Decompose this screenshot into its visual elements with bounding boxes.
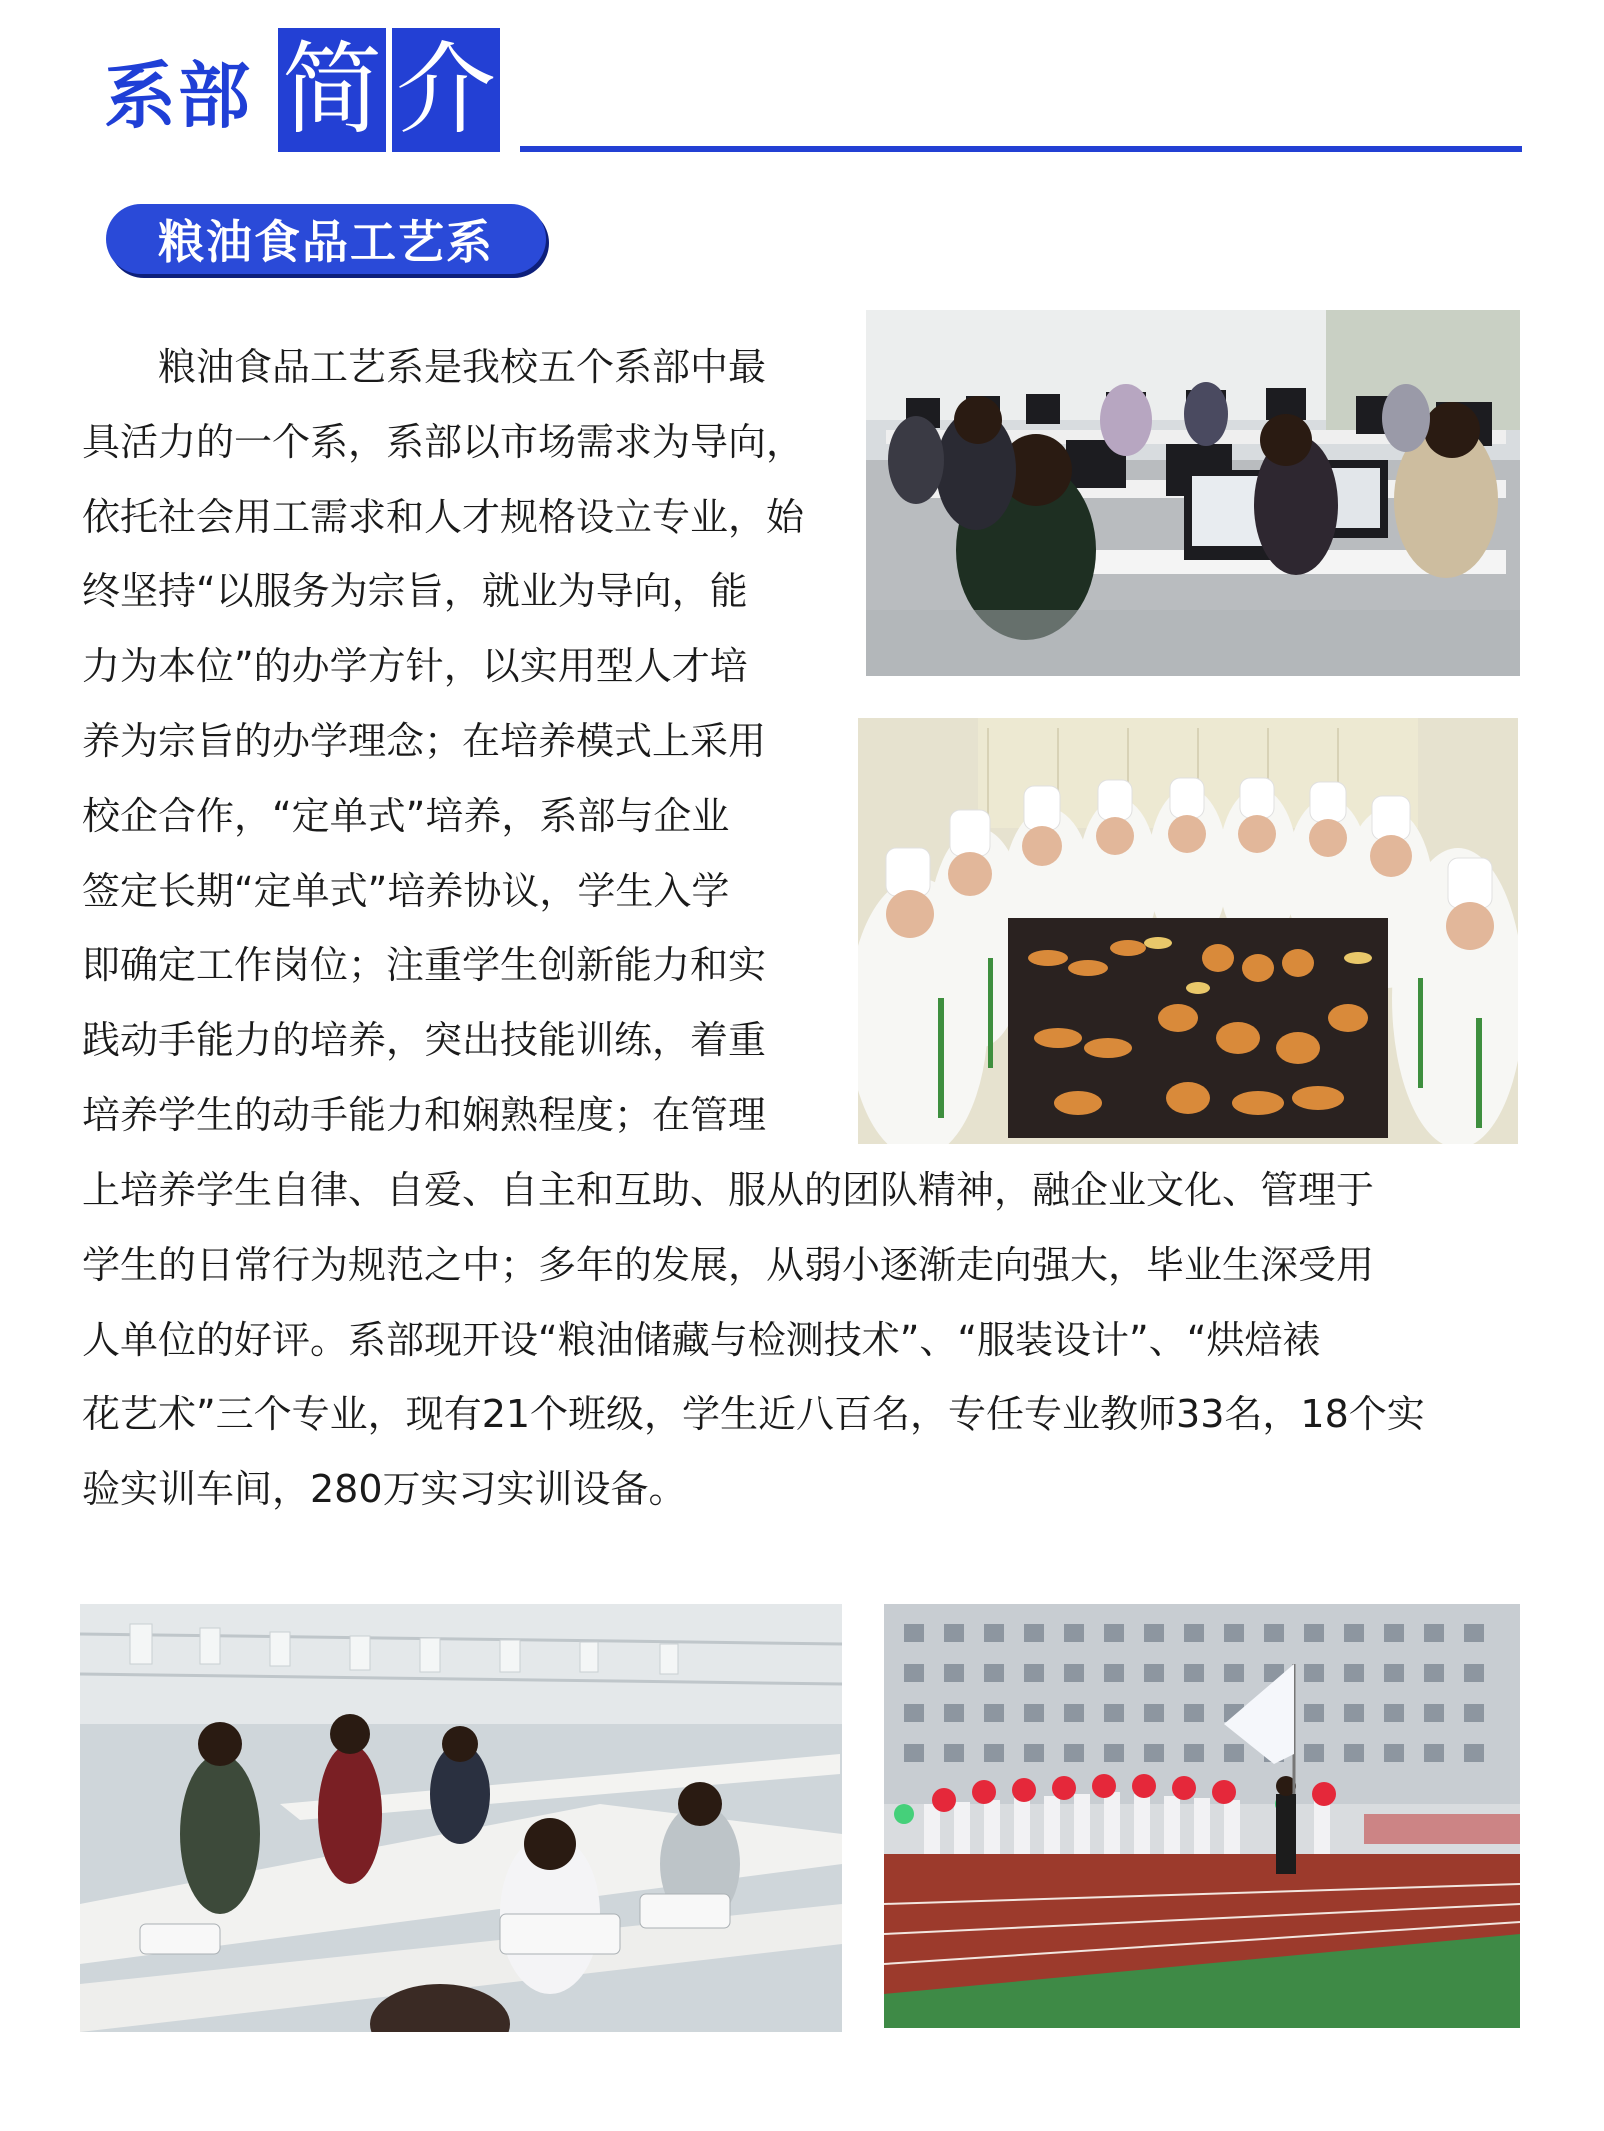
text-line: 养为宗旨的办学理念；在培养模式上采用 bbox=[82, 718, 767, 763]
intro-paragraph-narrow bbox=[82, 330, 842, 1153]
text-line: 力为本位”的办学方针，以实用型人才培 bbox=[82, 644, 748, 689]
text-line: 花艺术”三个专业，现有21个班级，学生近八百名，专任专业教师33名，18个实 bbox=[82, 1392, 1425, 1437]
text-line: 粮油食品工艺系是我校五个系部中最 bbox=[82, 345, 767, 389]
header-prefix: 系部 bbox=[104, 53, 253, 138]
text-line: 即确定工作岗位；注重学生创新能力和实 bbox=[82, 943, 767, 988]
computer-lab-photo bbox=[866, 310, 1520, 676]
text-line: 校企合作，“定单式”培养，系部与企业 bbox=[82, 793, 730, 838]
header-rule bbox=[520, 146, 1522, 152]
text-line: 签定长期“定单式”培养协议，学生入学 bbox=[82, 868, 730, 913]
text-line: 终坚持“以服务为宗旨，就业为导向，能 bbox=[82, 569, 748, 614]
text-line: 具活力的一个系，系部以市场需求为导向， bbox=[82, 419, 805, 464]
text-line: 上培养学生自律、自爱、自主和互助、服从的团队精神，融企业文化、管理于 bbox=[82, 1168, 1375, 1212]
bakery-class-photo bbox=[858, 718, 1518, 1144]
text-line: 人单位的好评。系部现开设“粮油储藏与检测技术”、“服装设计”、“烘焙裱 bbox=[82, 1317, 1321, 1362]
sports-parade-photo bbox=[884, 1604, 1520, 2028]
text-line: 培养学生的动手能力和娴熟程度；在管理 bbox=[82, 1092, 767, 1137]
section-title-pill: 粮油食品工艺系 bbox=[106, 204, 546, 274]
intro-paragraph-wide bbox=[82, 1153, 1522, 1527]
text-line: 依托社会用工需求和人才规格设立专业，始 bbox=[82, 494, 805, 539]
sewing-workshop-photo bbox=[80, 1604, 842, 2032]
text-line: 验实训车间，280万实习实训设备。 bbox=[82, 1467, 687, 1512]
text-line: 践动手能力的培养，突出技能训练，着重 bbox=[82, 1018, 767, 1063]
header-char-box-2: 介 bbox=[392, 28, 500, 152]
text-line: 学生的日常行为规范之中；多年的发展，从弱小逐渐走向强大，毕业生深受用 bbox=[82, 1242, 1375, 1287]
header-char-box-1: 简 bbox=[278, 28, 386, 152]
